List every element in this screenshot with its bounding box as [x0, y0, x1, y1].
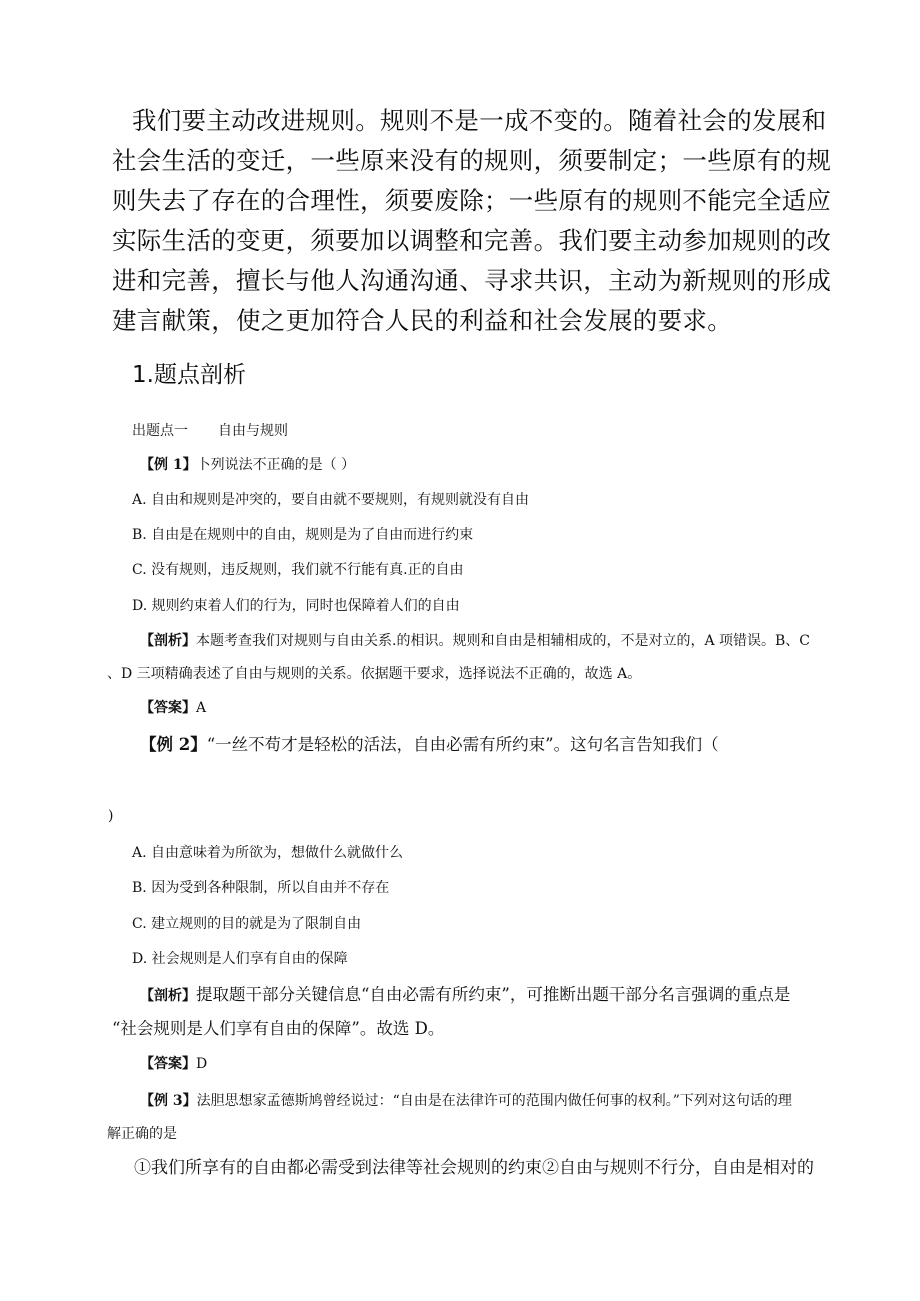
example2-tag: 【例 2】 [140, 735, 207, 754]
example1-tag: 【例 1】 [140, 457, 197, 473]
example1-answer-tag: 【答案】 [140, 700, 196, 716]
example1-analysis-tag: 【剖析】 [140, 633, 196, 649]
example2-option-a: A. 自由意味着为所欲为，想做什么就做什么 [132, 845, 404, 861]
example2-question-close: ) [108, 808, 114, 824]
example1-question: 卜列说法不正确的是（ ） [196, 457, 356, 473]
example1-analysis-line2: 、D 三项精确表述了自由与规则的关系。依据题干要求，选择说法不正确的，故选 A。 [107, 666, 642, 682]
example3-tag: 【例 3】 [140, 1093, 197, 1109]
example2-analysis-line2: “社会规则是人们享有自由的保障”。故选 D。 [112, 1019, 445, 1038]
example1-option-d: D. 规则约束着人们的行为，同时也保障着人们的自由 [132, 598, 460, 614]
example2-analysis-tag: 【剖析】 [140, 988, 196, 1004]
example1-answer: A [196, 700, 207, 716]
example2-answer-tag: 【答案】 [140, 1056, 196, 1072]
section-heading: 1.题点剖析 [132, 362, 246, 388]
example2-option-c: C. 建立规则的目的就是为了限制自由 [132, 916, 362, 932]
example2-answer: D [196, 1056, 208, 1072]
topic-name: 自由与规则 [218, 423, 288, 439]
example3-question-text1: 法胆思想家孟德斯鸠曾经说过：“自由是在法律许可的范围内做任何事的权利。”下列对这句话的理 [196, 1093, 792, 1109]
example2-answer-line [140, 1054, 207, 1074]
example2-question-line [140, 733, 719, 757]
example1-option-a: A. 自由和规则是冲突的，要自由就不要规则，有规则就没有自由 [132, 492, 530, 508]
example2-question: “一丝不苟才是轻松的活法，自由必需有所约束”。这句名言告知我们（ [206, 735, 719, 754]
example3-question-line1 [140, 1091, 792, 1111]
example1-option-b: B. 自由是在规则中的自由，规则是为了自由而进行约束 [132, 527, 474, 543]
example1-question-line [140, 455, 355, 475]
example2-analysis-line1 [140, 983, 790, 1008]
example2-option-b: B. 因为受到各种限制，所以自由并不存在 [132, 880, 390, 896]
example1-analysis-text1: 本题考查我们对规则与自由关系.的相识。规则和自由是相辅相成的，不是对立的，A 项错误。B、C [196, 633, 811, 649]
example3-question-line2: 解正确的是 [107, 1126, 177, 1142]
intro-paragraph: 我们要主动改进规则。规则不是一成不变的。随着社会的发展和社会生活的变迁，一些原来没有的规则，须要制定；一些原有的规则失去了存在的合理性，须要废除；一些原有的规则不能完全适应实际生活的变更，须要加以调整和完善。我们要主动参加规则的改进和完善，擅长与他人沟通沟通、寻求共识，主动为新规则的形成建言献策，使之更加符合人民的利益和社会发展的要求。 [112, 106, 832, 335]
example1-answer-line [140, 698, 206, 718]
example2-option-d: D. 社会规则是人们享有自由的保障 [132, 951, 348, 967]
example1-option-c: C. 没有规则，违反规则，我们就不行能有真.正的自由 [132, 562, 464, 578]
topic-label: 出题点一 [132, 423, 188, 439]
example1-analysis-line1 [140, 631, 810, 651]
example2-analysis-text1: 提取题干部分关键信息“自由必需有所约束”，可推断出题干部分名言强调的重点是 [196, 985, 791, 1004]
example3-statements-line: ①我们所享有的自由都必需受到法律等社会规则的约束②自由与规则不行分，自由是相对的 [134, 1158, 814, 1178]
